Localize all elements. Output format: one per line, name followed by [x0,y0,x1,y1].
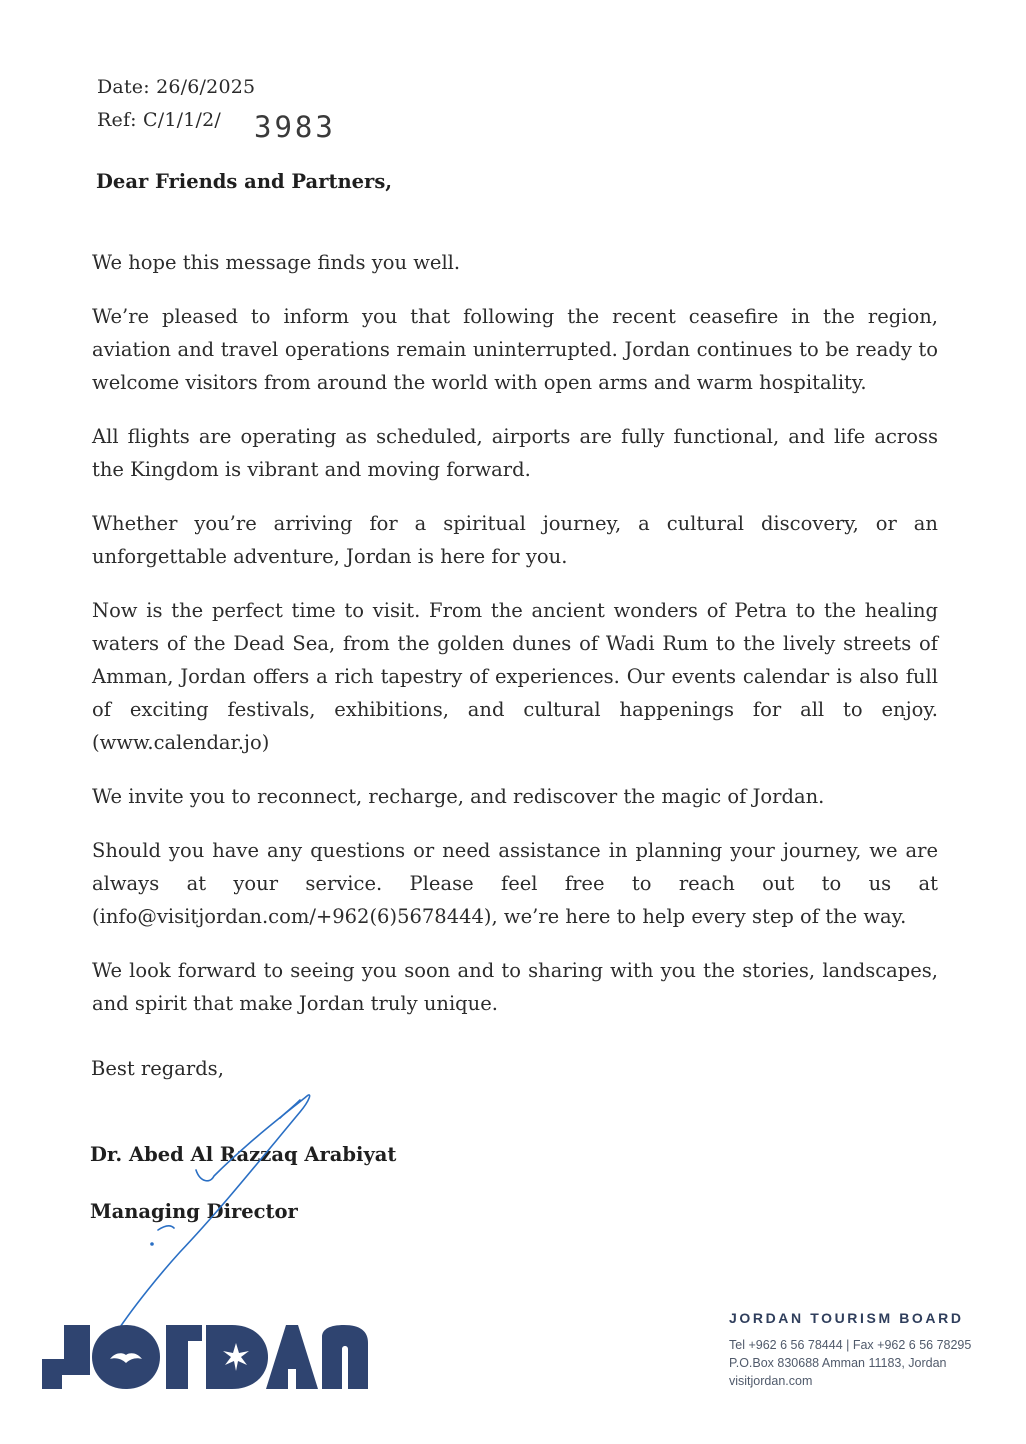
reference-line: Ref: C/1/1/2/ [97,109,222,131]
paragraph: We hope this message finds you well. [92,251,461,274]
reference-stamp-number: 3983 [254,110,336,144]
signatory-title: Managing Director [90,1200,298,1223]
paragraph: Whether you’re arriving for a spiritual journey, a cultural discovery, or an unforgettable adventure, Jordan is here for you. [92,512,938,568]
jordan-logo [42,1325,368,1389]
contact-website[interactable]: visitjordan.com [729,1374,813,1388]
paragraph: Now is the perfect time to visit. From the ancient wonders of Petra to the healing waters of the Dead Sea, from the golden dunes of Wadi Rum to the lively streets of Amman, Jordan offers a rich tapestry of experiences. Our events calendar is also full of exciting festivals, exhibitions, and cultural happenings for all to enjoy. (www.calendar.jo) [92,599,938,754]
date-line: Date: 26/6/2025 [97,76,256,98]
signatory-name: Dr. Abed Al Razzaq Arabiyat [90,1143,397,1166]
contact-phone-fax: Tel +962 6 56 78444 | Fax +962 6 56 78295 [729,1338,972,1352]
paragraph: We invite you to reconnect, recharge, and rediscover the magic of Jordan. [92,785,825,808]
paragraph: We look forward to seeing you soon and to sharing with you the stories, landscapes, and spirit that make Jordan truly unique. [92,959,938,1015]
paragraph: All flights are operating as scheduled, airports are fully functional, and life across the Kingdom is vibrant and moving forward. [92,425,938,481]
contact-address: P.O.Box 830688 Amman 11183, Jordan [729,1356,947,1370]
organization-name: JORDAN TOURISM BOARD [729,1310,964,1326]
salutation: Dear Friends and Partners, [96,170,393,193]
paragraph: Should you have any questions or need assistance in planning your journey, we are always at your service. Please feel free to reach out to us at (info@visitjordan.com/+962(6)5678444), we’re here to help every step of the way. [92,839,938,928]
letter-body [92,246,938,1041]
closing: Best regards, [91,1057,224,1080]
paragraph: We’re pleased to inform you that following the recent ceasefire in the region, aviation and travel operations remain uninterrupted. Jordan continues to be ready to welcome visitors from around the world with open arms and warm hospitality. [92,305,938,394]
